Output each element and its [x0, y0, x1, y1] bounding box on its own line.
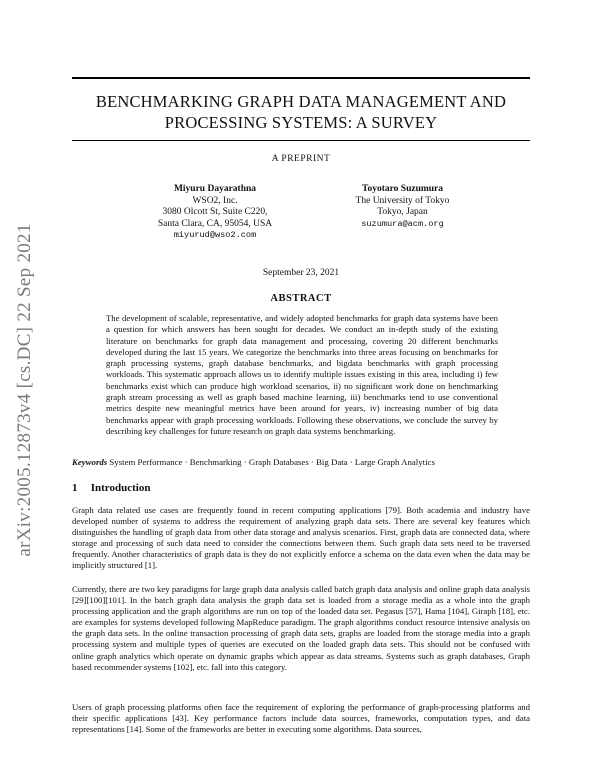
keywords-label: Keywords	[72, 457, 108, 467]
body-paragraph: Currently, there are two key paradigms for large graph data analysis called batch graph data analysis and online graph data analysis [29][100][101]. In the batch graph data analysis the graph data set is loaded from a storage media as a whole into the graph processing application and the graph algorithms are run on top of the loaded data set. Pegasus [57], Hama [104], Giraph [18], etc. are examples for systems developed following MapReduce paradigm. The graph algorithms conduct resource intensive analysis on the graph data sets. In the online transaction processing of graph data sets, graphs are loaded from the storage media into a graph processing system and multiple types of queries are executed on the loaded graph data sets. This should not be confused with online graph analytics which operate on dynamic graphs which appear as data streams. Systems such as graph databases, Graph based recommender systems [102], etc. fall into this category.	[72, 584, 530, 672]
abstract-heading: ABSTRACT	[270, 293, 332, 304]
body-paragraph: Graph data related use cases are frequently found in recent computing applications [79]. Both academia and industry have developed number of systems to address the requirement of analyzing graph data sets. There are several key features which distinguishes the handling of graph data from other data storage and analysis scenarios. First, graph data are connected data, where storage and processing of such data need to consider the connections between them. Such graph data sets need to be traversed frequently. Another characteristics of graph data is they do not explicitly enforce a schema on the data even when the data may be implicitly structured [1].	[72, 505, 530, 571]
author-affiliation-line: Santa Clara, CA, 95054, USA	[157, 218, 273, 229]
section-number: 1	[72, 482, 78, 494]
author-affiliation-line: Tokyo, Japan	[377, 207, 428, 217]
publication-date: September 23, 2021	[262, 268, 340, 278]
author-email: miyurud@wso2.com	[173, 230, 257, 240]
keywords-list: System Performance · Benchmarking · Graph Databases · Big Data · Large Graph Analytics	[109, 457, 435, 467]
section-heading-introduction	[72, 482, 530, 494]
author-email: suzumura@acm.org	[361, 218, 444, 229]
author-affiliation-line: 3080 Olcott St, Suite C220,	[162, 207, 268, 217]
author-affiliation-line: The University of Tokyo	[355, 195, 450, 206]
body-paragraph: Users of graph processing platforms often face the requirement of exploring the performance of graph-processing platforms and their specific applications [43]. Key performance factors include data sources, frameworks, computation types, and data representations [14]. Some of the frameworks are better in executing some algorithms. Data sources,	[72, 702, 530, 735]
abstract-text: The development of scalable, representative, and widely adopted benchmarks for graph data systems have been a question for which answers has been sought for decades. We conduct an in-depth study of the existing literature on benchmarks for graph data management and processing, covering 20 different benchmarks developed during the last 15 years. We categorize the benchmarks into three areas focusing on benchmarks for graph processing systems, graph database benchmarks, and bigdata benchmarks with graph processing workloads. This systematic approach allows us to identify multiple issues existing in this area, including i) few benchmarks exist which can produce high workload scenarios, ii) no significant work done on benchmarking graph stream processing as well as graph based machine learning, iii) benchmarks tend to use conventional metrics despite new meaningful metrics have been around for years, iv) increasing number of big data benchmarks appear with graph processing workloads. Following these observations, we conclude the survey by describing key challenges for future research on graph data systems benchmarking.	[106, 313, 498, 436]
author-block-1	[140, 184, 290, 242]
section-title: Introduction	[90, 482, 151, 494]
paper-title-line-2: PROCESSING SYSTEMS: A SURVEY	[164, 113, 438, 132]
author-affiliation-line: WSO2, Inc.	[192, 195, 238, 206]
arxiv-identifier: arXiv:2005.12873v4 [cs.DC] 22 Sep 2021	[14, 223, 35, 557]
paper-title-line-1: BENCHMARKING GRAPH DATA MANAGEMENT AND	[95, 92, 507, 111]
author-block-2	[340, 184, 465, 230]
author-name: Miyuru Dayarathna	[173, 184, 257, 194]
arxiv-sidebar-stamp	[10, 200, 40, 580]
preprint-label: A PREPRINT	[271, 154, 331, 164]
title-top-rule	[72, 77, 530, 79]
title-bottom-rule	[72, 140, 530, 141]
paper-title	[72, 91, 530, 133]
keywords-line	[72, 457, 530, 467]
author-name: Toyotaro Suzumura	[361, 184, 444, 194]
